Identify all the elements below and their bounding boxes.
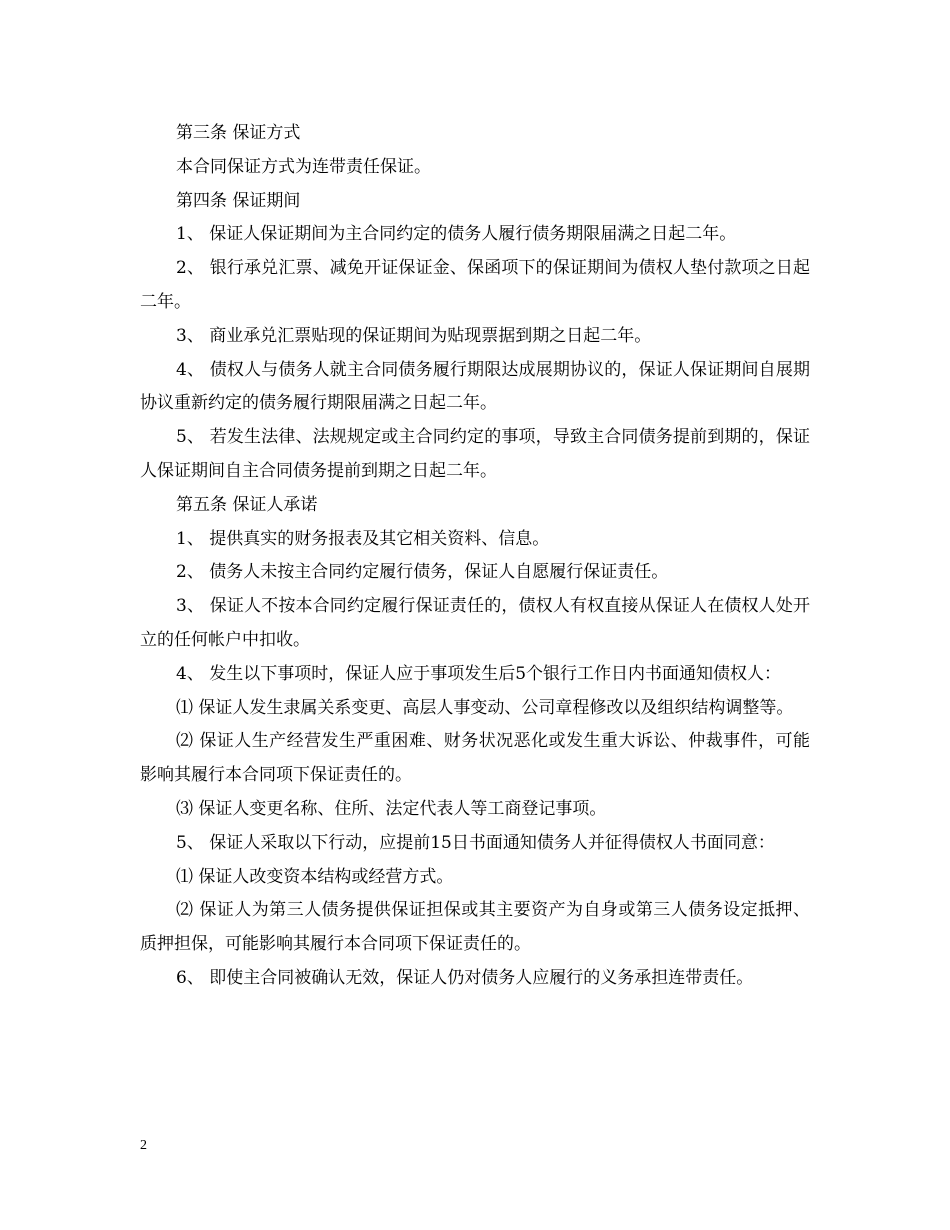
article-4-heading: 第四条 保证期间 (176, 190, 301, 211)
article-4-item-2: 2、 银行承兑汇票、减免开证保证金、保函项下的保证期间为债权人垫付款项之日起二年。 (140, 258, 810, 312)
article-4-item-1: 1、 保证人保证期间为主合同约定的债务人履行债务期限届满之日起二年。 (176, 224, 737, 245)
article-5-item-4-sub-2: ⑵ 保证人生产经营发生严重困难、财务状况恶化或发生重大诉讼、仲裁事件，可能影响其履行本合同项下保证责任的。 (140, 731, 810, 786)
article-5-item-5-sub-2: ⑵ 保证人为第三人债务提供保证担保或其主要资产为自身或第三人债务设定抵押、质押担保，可能影响其履行本合同项下保证责任的。 (140, 900, 810, 955)
article-4-item-5: 5、 若发生法律、法规规定或主合同约定的事项，导致主合同债务提前到期的，保证人保证期间自主合同债务提前到期之日起二年。 (140, 427, 810, 481)
article-3-text: 本合同保证方式为连带责任保证。 (176, 156, 431, 177)
article-5-item-6: 6、 即使主合同被确认无效，保证人仍对债务人应履行的义务承担连带责任。 (176, 967, 754, 988)
article-5-item-3: 3、 保证人不按本合同约定履行保证责任的，债权人有权直接从保证人在债权人处开立的任何帐户中扣收。 (140, 596, 810, 650)
article-3-heading: 第三条 保证方式 (176, 123, 301, 143)
article-5-item-4: 4、 发生以下事项时，保证人应于事项发生后5个银行工作日内书面通知债权人： (176, 663, 782, 684)
article-4-item-4: 4、 债权人与债务人就主合同债务履行期限达成展期协议的，保证人保证期间自展期协议重新约定的债务履行期限届满之日起二年。 (140, 359, 810, 414)
page-number: 2 (140, 1138, 147, 1153)
article-5-item-4-sub-1: ⑴ 保证人发生隶属关系变更、高层人事变动、公司章程修改以及组织结构调整等。 (176, 697, 794, 718)
article-5-item-1: 1、 提供真实的财务报表及其它相关资料、信息。 (176, 528, 550, 549)
document-body (140, 117, 810, 996)
article-5-item-5: 5、 保证人采取以下行动，应提前15日书面通知债务人并征得债权人书面同意： (176, 832, 775, 853)
article-5-item-2: 2、 债务人未按主合同约定履行债务，保证人自愿履行保证责任。 (176, 562, 669, 583)
article-5-item-5-sub-1: ⑴ 保证人改变资本结构或经营方式。 (176, 866, 454, 887)
article-5-item-4-sub-3: ⑶ 保证人变更名称、住所、法定代表人等工商登记事项。 (176, 798, 607, 819)
article-4-item-3: 3、 商业承兑汇票贴现的保证期间为贴现票据到期之日起二年。 (176, 325, 652, 346)
article-5-heading: 第五条 保证人承诺 (176, 494, 318, 515)
